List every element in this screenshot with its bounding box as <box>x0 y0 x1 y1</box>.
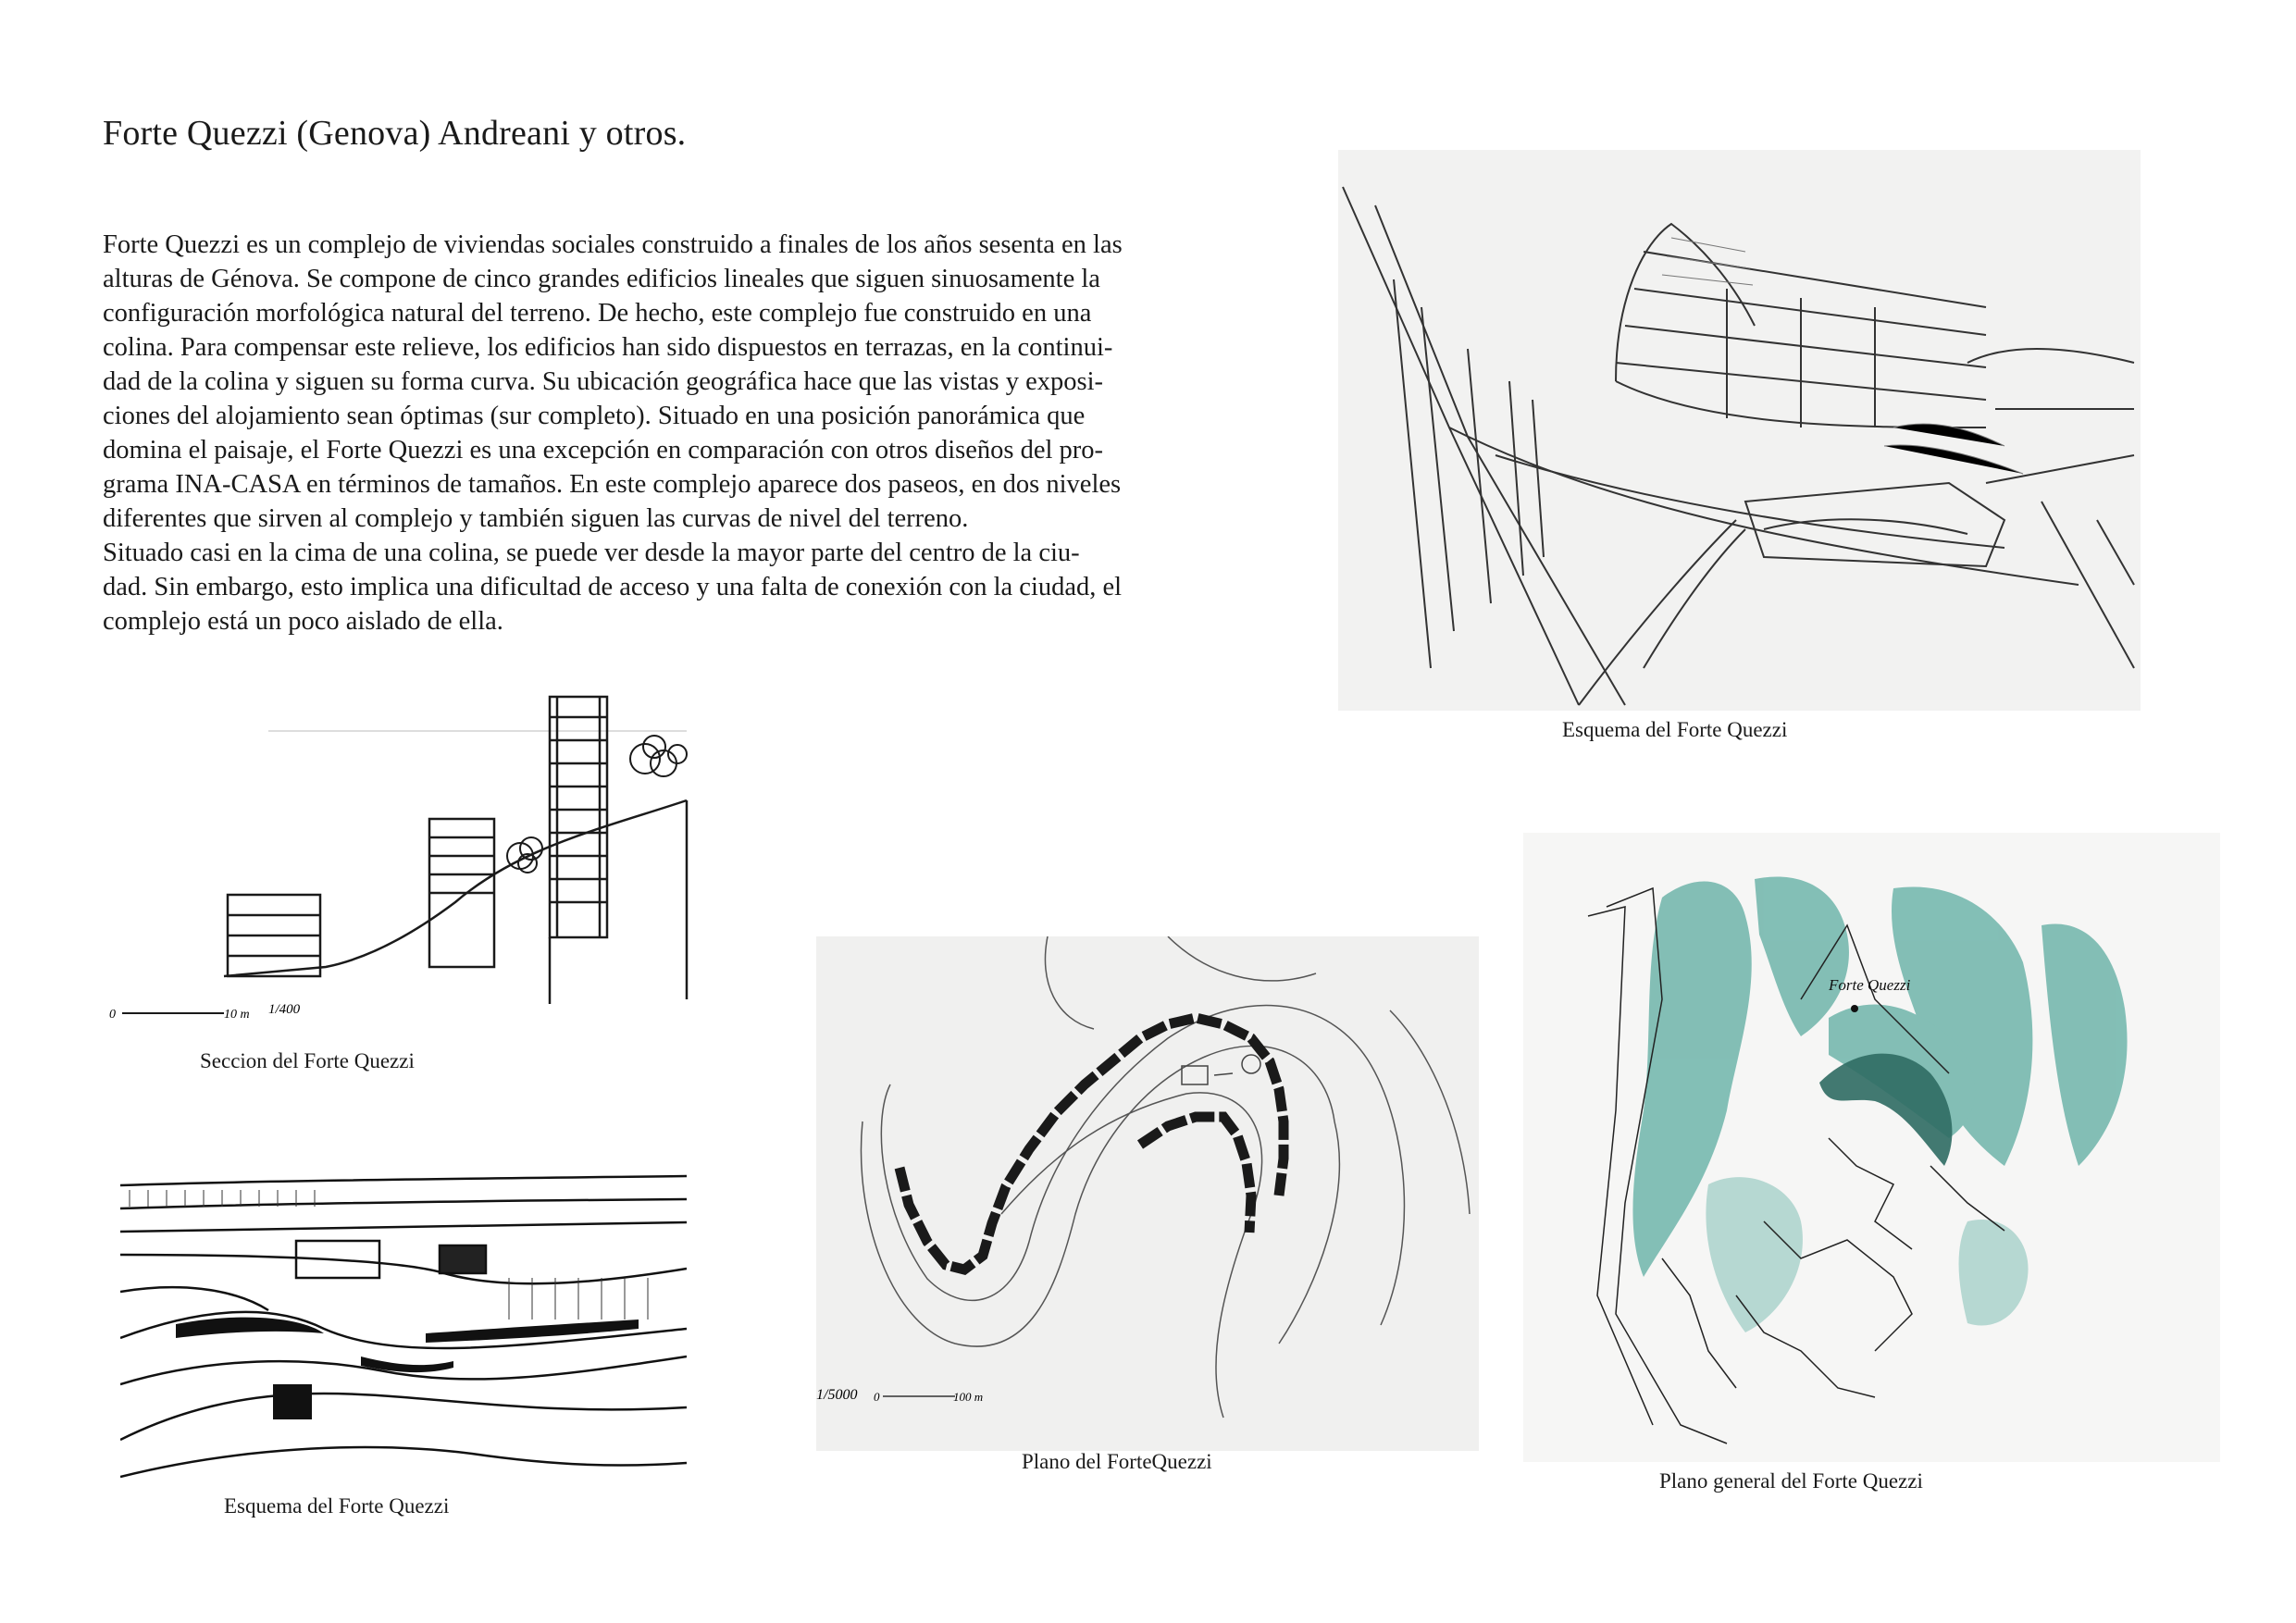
perspective-sketch <box>1338 150 2141 711</box>
scale-ratio: 1/400 <box>268 1002 301 1017</box>
scale-start: 0 <box>109 1008 116 1022</box>
general-plan-drawing <box>1523 833 2220 1462</box>
description-paragraph <box>103 228 1195 638</box>
scale-end: 10 m <box>224 1008 250 1022</box>
section-scale-bar <box>109 1002 301 1022</box>
paragraph-line: domina el paisaje, el Forte Quezzi es una excepción en comparación con otros diseños del pro- <box>103 436 1104 465</box>
paragraph-line: complejo está un poco aislado de ella. <box>103 607 503 636</box>
section-caption: Seccion del Forte Quezzi <box>200 1049 415 1072</box>
plan-scale-ratio: 1/5000 <box>816 1387 858 1403</box>
section-drawing-svg <box>104 689 696 1036</box>
plan-caption: Plano del ForteQuezzi <box>1022 1450 1212 1473</box>
perspective-sketch-drawing <box>1338 150 2141 711</box>
section-drawing <box>104 689 696 1036</box>
terraces-caption: Esquema del Forte Quezzi <box>224 1494 450 1518</box>
perspective-caption: Esquema del Forte Quezzi <box>1562 718 1788 741</box>
site-plan <box>816 936 1479 1451</box>
paragraph-line: Situado casi en la cima de una colina, se puede ver desde la mayor parte del centro de la ciu- <box>103 539 1080 567</box>
paragraph-line: Forte Quezzi es un complejo de viviendas sociales construido a finales de los años sesenta en las <box>103 230 1123 259</box>
paragraph-line: grama INA-CASA en términos de tamaños. En este complejo aparece dos paseos, en dos niveles <box>103 470 1122 499</box>
paragraph-line: colina. Para compensar este relieve, los edificios han sido dispuestos en terrazas, en la continui- <box>103 333 1113 362</box>
site-plan-drawing <box>816 936 1479 1451</box>
general-plan-label: Forte Quezzi <box>1829 976 1911 994</box>
plan-scale-start: 0 <box>874 1390 880 1404</box>
terraces-sketch <box>120 1171 687 1492</box>
paragraph-line: dad. Sin embargo, esto implica una dificultad de acceso y una falta de conexión con la ciudad, el <box>103 573 1123 601</box>
paragraph-line: configuración morfológica natural del terreno. De hecho, este complejo fue construido en una <box>103 299 1092 328</box>
general-plan <box>1523 833 2220 1462</box>
terraces-sketch-drawing <box>120 1171 687 1492</box>
paragraph-line: ciones del alojamiento sean óptimas (sur completo). Situado en una posición panorámica que <box>103 402 1086 430</box>
plan-scale-end: 100 m <box>953 1390 984 1404</box>
paragraph-line: alturas de Génova. Se compone de cinco grandes edificios lineales que siguen sinuosamente la <box>103 265 1100 293</box>
page-title: Forte Quezzi (Genova) Andreani y otros. <box>103 114 687 153</box>
paragraph-line: dad de la colina y siguen su forma curva. Su ubicación geográfica hace que las vistas y exposi- <box>103 367 1104 396</box>
paragraph-line: diferentes que sirven al complejo y también siguen las curvas de nivel del terreno. <box>103 504 969 533</box>
general-plan-caption: Plano general del Forte Quezzi <box>1659 1469 1923 1493</box>
